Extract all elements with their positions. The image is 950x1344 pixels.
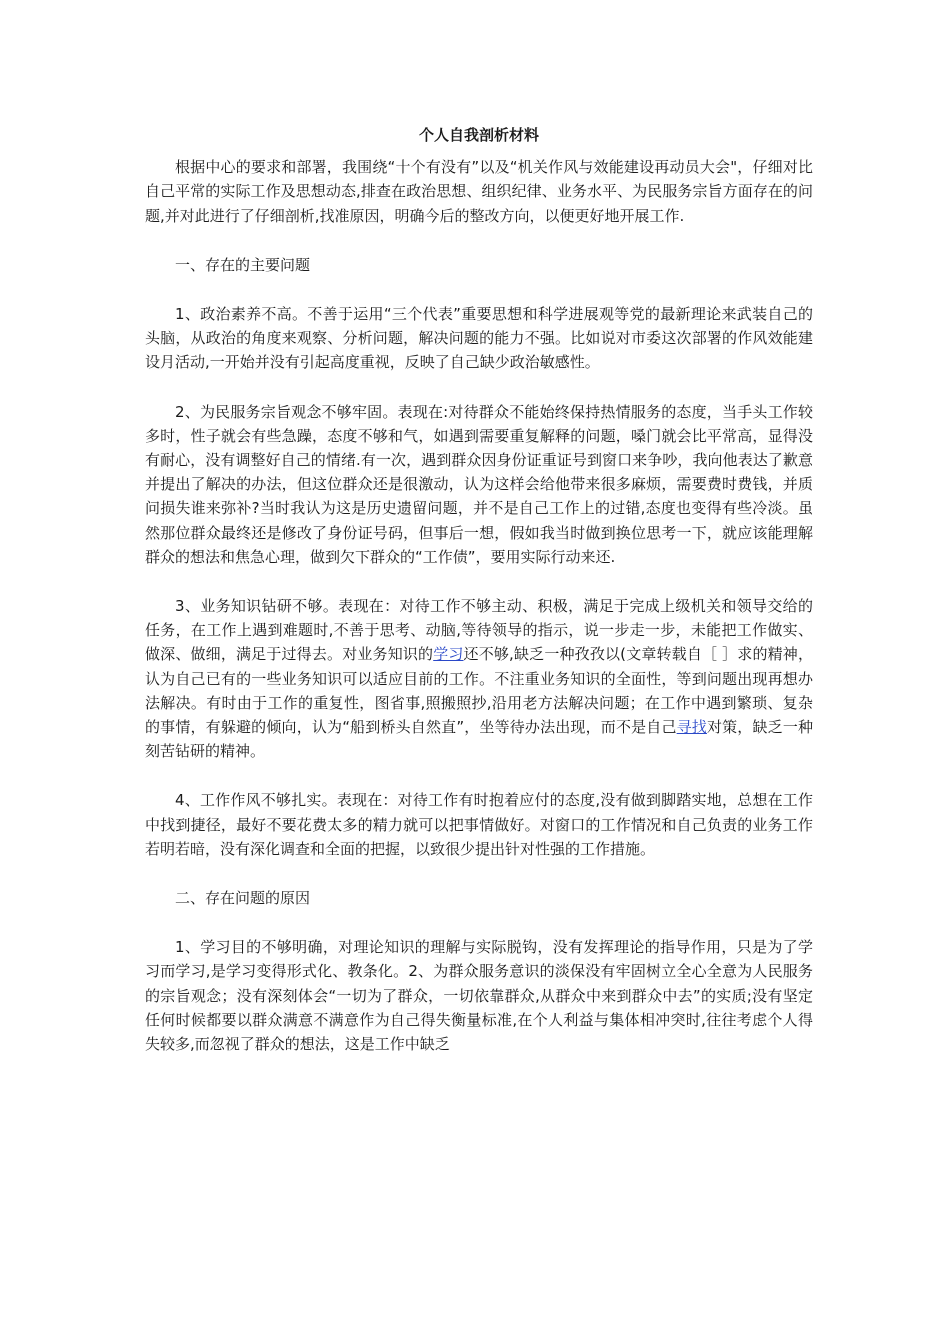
section-heading-problems: 一、存在的主要问题 bbox=[175, 255, 311, 274]
study-link[interactable]: 学习 bbox=[433, 645, 464, 664]
document-title: 个人自我剖析材料 bbox=[418, 126, 539, 144]
paragraph-text: 对策，缺乏一种刻苦钻研的精神。 bbox=[145, 718, 813, 761]
seek-link[interactable]: 寻找 bbox=[676, 718, 707, 737]
cause-paragraph-1: 1、学习目的不够明确，对理论知识的理解与实际脱钩，没有发挥理论的指导作用，只是为了学习而学习,是学习变得形式化、教条化。2、为群众服务意识的淡保没有牢固树立全心全意为人民服务的宗旨观念；没有深刻体会“一切为了群众，一切依靠群众,从群众中来到群众中去”的实质;没有坚定任何时候都要以群众满意不满意作为自己得失衡量标准,在个人利益与集体相冲突时,往往考虑个人得失较多,而忽视了群众的想法，这是工作中缺乏 bbox=[145, 938, 813, 1054]
problem-paragraph-4: 4、工作作风不够扎实。表现在：对待工作有时抱着应付的态度,没有做到脚踏实地，总想在工作中找到捷径，最好不要花费太多的精力就可以把事情做好。对窗口的工作情况和自己负责的业务工作若明若暗，没有深化调查和全面的把握，以致很少提出针对性强的工作措施。 bbox=[145, 791, 813, 858]
problem-paragraph-2: 2、为民服务宗旨观念不够牢固。表现在:对待群众不能始终保持热情服务的态度，当手头工作较多时，性子就会有些急躁，态度不够和气，如遇到需要重复解释的问题，嗓门就会比平常高，显得没有耐心，没有调整好自己的情绪.有一次，遇到群众因身份证重证号到窗口来争吵，我向他表达了歉意并提出了解决的办法，但这位群众还是很激动，认为这样会给他带来很多麻烦，需要费时费钱，并质问损失谁来弥补?当时我认为这是历史遗留问题，并不是自己工作上的过错,态度也变得有些冷淡。虽然那位群众最终还是修改了身份证号码，但事后一想，假如我当时做到换位思考一下，就应该能理解群众的想法和焦急心理，做到欠下群众的“工作债”，要用实际行动来还. bbox=[145, 402, 813, 566]
paragraph-text: 3、业务知识钻研不够。表现在：对待工作不够主动、积极，满足于完成上级机关和领导交给的任务，在工作上遇到难题时,不善于思考、动脑,等待领导的指示，说一步走一步，未能把工作做实、做深、做细，满足于过得去。对业务知识的 bbox=[145, 597, 813, 664]
intro-paragraph: 根据中心的要求和部署，我围绕“十个有没有”以及“机关作风与效能建设再动员大会"，仔细对比自己平常的实际工作及思想动态,排查在政治思想、组织纪律、业务水平、为民服务宗旨方面存在的问题,并对此进行了仔细剖析,找准原因，明确今后的整改方向，以便更好地开展工作. bbox=[145, 158, 813, 225]
problem-paragraph-3 bbox=[145, 594, 813, 763]
document-page bbox=[145, 123, 813, 1081]
paragraph-text: 还不够,缺乏一种孜孜以(文章转载自［ ］求的精神，认为自己已有的一些业务知识可以适应目前的工作。不注重业务知识的全面性，等到问题出现再想办法解决。有时由于工作的重复性，图省事,照搬照抄,沿用老方法解决问题；在工作中遇到繁琐、复杂的事情，有躲避的倾向，认为“船到桥头自然直”，坐等待办法出现，而不是自己 bbox=[145, 645, 813, 737]
problem-paragraph-1: 1、政治素养不高。不善于运用“三个代表”重要思想和科学进展观等党的最新理论来武装自己的头脑，从政治的角度来观察、分析问题，解决问题的能力不强。比如说对市委这次部署的作风效能建设月活动,一开始并没有引起高度重视，反映了自己缺少政治敏感性。 bbox=[145, 305, 813, 372]
section-heading-causes: 二、存在问题的原因 bbox=[175, 889, 311, 908]
